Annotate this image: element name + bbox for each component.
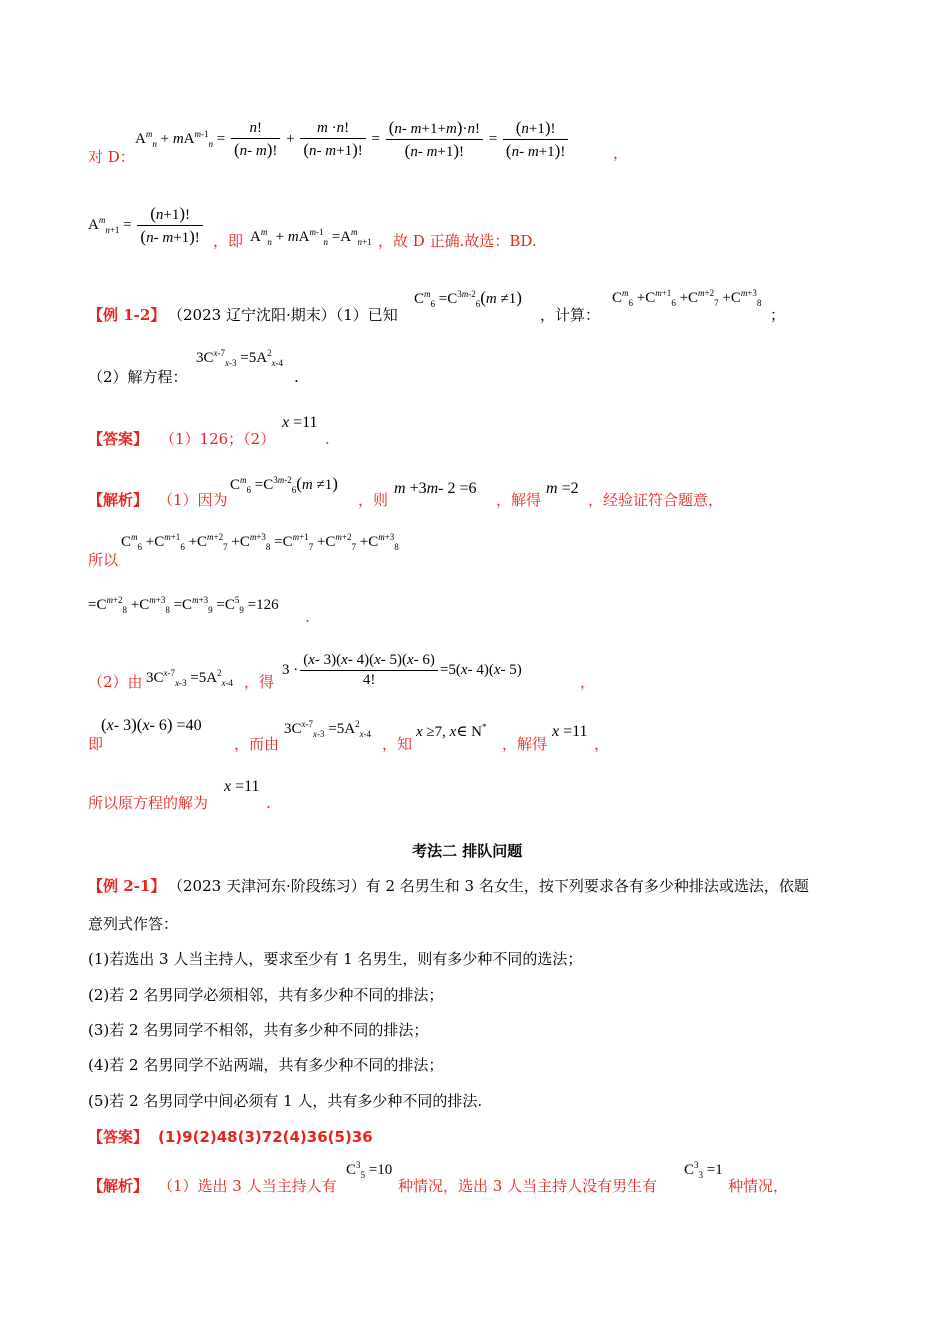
answer-text: （1）126；（2）	[160, 430, 276, 448]
answer-tag: 【答案】	[88, 430, 149, 448]
label-dui-d: 对 D：	[88, 148, 135, 166]
formula-jiexi1-sum2: $=C^{m+2}_8 +C^{m+3}_8 =C^{m+3}_9 =C^5_9 =126$	[88, 595, 279, 615]
question-2: (2)若 2 名男同学必须相邻，共有多少种不同的排法；	[88, 986, 444, 1004]
jiexi21-tag: 【解析】	[88, 1177, 149, 1195]
question-5: (5)若 2 名男同学中间必须有 1 人，共有多少种不同的排法.	[88, 1092, 483, 1110]
ex21-tag: 【例 2-1】	[88, 877, 166, 895]
jiede: ，解得	[502, 735, 548, 753]
d-conclusion: ，故 D 正确.故选：BD.	[378, 232, 537, 250]
jiexi21-c: 种情况，	[728, 1177, 789, 1195]
answer-period: .	[325, 430, 330, 448]
formula-jiexi2-x: x =11	[552, 723, 588, 740]
formula-c53: $C^3_5 =10$	[346, 1160, 393, 1180]
formula-c33: $C^3_3 =1$	[684, 1160, 723, 1180]
zhi: ，知	[382, 735, 413, 753]
comma: ，	[580, 673, 596, 691]
ji: 即	[88, 735, 104, 753]
period-1: .	[305, 608, 310, 626]
final-solution: 所以原方程的解为	[88, 794, 209, 812]
formula-d-result: $A^m_n + mA^{m-1}_n =A^m_{n+1}$	[250, 227, 372, 247]
formula-jiexi2-quad: (x- 3)(x- 6) =40	[101, 715, 202, 734]
formula-jiexi1-m: m =2	[546, 480, 579, 497]
jiexi-2-prefix: （2）由	[88, 673, 143, 691]
ex21-text: （2023 天津河东·阶段练习）有 2 名男生和 3 名女生，按下列要求各有多少种排法或选法，依题	[168, 877, 809, 895]
jiexi-1-solve: ，解得	[496, 491, 542, 509]
ex12-compute: ，计算：	[540, 306, 601, 324]
formula-jiexi2-given2: $3C^{x-7}_{x-3} =5A^2_{x-4}$	[284, 719, 372, 739]
ex21-text2: 意列式作答：	[88, 915, 179, 933]
period: .	[294, 368, 299, 386]
ex12-source: （2023 辽宁沈阳·期末）（1）已知	[168, 306, 398, 324]
formula-jiexi2-given: $3C^{x-7}_{x-3} =5A^2_{x-4}$	[146, 668, 234, 688]
final-period: .	[266, 794, 271, 812]
jiexi21-b: 种情况，选出 3 人当主持人没有男生有	[398, 1177, 658, 1195]
jiexi-2-de: ，得	[244, 673, 275, 691]
jiexi-tag: 【解析】	[88, 491, 149, 509]
ex12-part2: （2）解方程：	[88, 368, 188, 386]
jiexi21-a: （1）选出 3 人当主持人有	[158, 1177, 337, 1195]
comma: ，	[613, 144, 629, 162]
formula-jiexi2-expand: 3 · $\frac{(x- 3)(x- 4)(x- 5)(x- 6)}{4!}$ =5(x- 4)(x- 5)	[282, 652, 522, 688]
jiexi-1-check: ，经验证符合题意，	[588, 491, 724, 509]
question-1: (1)若选出 3 人当主持人，要求至少有 1 名男生，则有多少种不同的选法；	[88, 950, 583, 968]
question-4: (4)若 2 名男同学不站两端，共有多少种不同的排法；	[88, 1056, 444, 1074]
therefore-prefix: ，即	[213, 232, 244, 250]
formula-ex12-given: $C^m_6 =C^{3m-2}_6(m \ne 1)$	[414, 288, 522, 309]
answer-x: x =11	[282, 414, 318, 431]
ex12-tag: 【例 1-2】	[88, 306, 166, 324]
formula-final-x: x =11	[224, 778, 260, 795]
question-3: (3)若 2 名男同学不相邻，共有多少种不同的排法；	[88, 1021, 429, 1039]
formula-jiexi1-eq: m +3m- 2 =6	[394, 480, 477, 497]
jiexi-1-then: ，则	[358, 491, 389, 509]
comma-end: ，	[594, 735, 610, 753]
answer21-text: (1)9(2)48(3)72(4)36(5)36	[158, 1128, 373, 1146]
jiexi-1-prefix: （1）因为	[158, 491, 228, 509]
formula-ex12-equation: $3C^{x-7}_{x-3} =5A^2_{x-4}$	[196, 348, 284, 368]
formula-jiexi1-sum1: $C^m_6 +C^{m+1}_6 +C^{m+2}_7 +C^{m+3}_8 =C^{m+1}_7 +C^{m+2}_7 +C^{m+3}_8$	[121, 532, 399, 552]
semicolon: ；	[770, 306, 786, 324]
formula-ex12-sum: $C^m_6 +C^{m+1}_6 +C^{m+2}_7 +C^{m+3}_8$	[612, 288, 762, 308]
suoyi: 所以	[88, 551, 119, 569]
answer21-tag: 【答案】	[88, 1128, 149, 1146]
formula-jiexi1-given: $C^m_6 =C^{3m-2}_6(m \ne 1)$	[230, 474, 338, 495]
formula-d-line1: $A^m_n + mA^{m-1}_n$ = $\frac{n!}{(n- m)!}$ + $\frac{m \cdot n!}{(n- m+1)!}$ = $\frac{(n- m+1+m)\cdot n!}{(n- m+1)!}$ = $\frac{(n+1)!}{(n- m+1)!}$	[135, 118, 570, 161]
formula-d-line2: $A^m_{n+1}$ = $\frac{(n+1)!}{(n- m+1)!}$	[88, 204, 205, 247]
formula-jiexi2-domain: x ≥7, x∈ N*	[416, 722, 487, 740]
er-you: ，而由	[234, 735, 280, 753]
section-title: 考法二 排队问题	[412, 842, 523, 860]
